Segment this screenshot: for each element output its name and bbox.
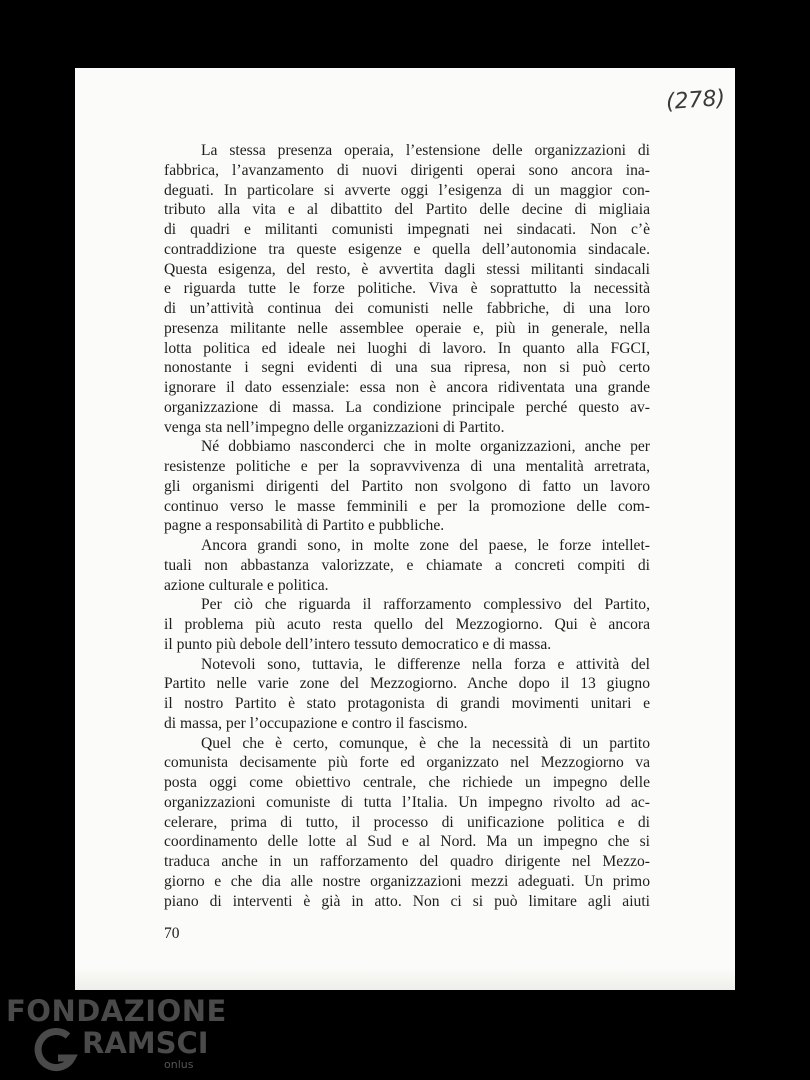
text-line: contraddizione tra queste esigenze e quella dell’autonomia sindacale. [164, 240, 650, 258]
text-line: deguati. In particolare si avverte oggi l’esigenza di un maggior con- [164, 181, 650, 199]
scanned-page [75, 68, 735, 990]
text-line: Notevoli sono, tuttavia, le differenze nella forza e attività del [201, 655, 650, 673]
text-line: giorno e che dia alle nostre organizzazioni mezzi adeguati. Un primo [164, 872, 650, 890]
text-line: Ancora grandi sono, in molte zone del paese, le forze intellet- [201, 537, 650, 554]
text-line: piano di interventi è già in atto. Non ci si può limitare agli aiuti [164, 892, 650, 910]
text-line: tuali non abbastanza valorizzate, e chiamate a concreti compiti di [164, 556, 650, 574]
paragraph [164, 734, 650, 912]
text-line: il punto più debole dell’intero tessuto democratico e di massa. [164, 635, 552, 653]
text-line: posta oggi come obiettivo centrale, che richiede un impegno delle [164, 774, 650, 791]
paragraph [164, 595, 650, 654]
text-line: Per ciò che riguarda il rafforzamento complessivo del Partito, [201, 596, 650, 614]
text-line: Quel che è certo, comunque, è che la necessità di un partito [201, 734, 650, 752]
text-line: organizzazioni comuniste di tutta l’Italia. Un impegno rivolto ad ac- [164, 793, 650, 811]
text-line: di quadri e militanti comunisti impegnati nei sindacati. Non c’è [164, 221, 650, 238]
text-line: di un’attività continua dei comunisti nelle fabbriche, di una loro [164, 300, 650, 317]
text-line: Questa esigenza, del resto, è avvertita dagli stessi militanti sindacali [164, 260, 650, 278]
page-bottom-edge [75, 968, 735, 990]
page-number: 70 [164, 925, 180, 942]
logo-line-1: FONDAZIONE [6, 994, 227, 1028]
paragraph [164, 655, 650, 734]
paragraph [164, 536, 650, 595]
logo-tagline: onlus [164, 1058, 194, 1071]
text-line: organizzazione di massa. La condizione principale perché questo av- [164, 398, 650, 416]
text-line: pagne a responsabilità di Partito e pubbliche. [164, 517, 445, 535]
text-line: comunista decisamente più forte ed organizzato nel Mezzogiorno va [164, 754, 650, 772]
text-line: gli organismi dirigenti del Partito non svolgono di fatto un lavoro [164, 477, 650, 495]
text-line: il nostro Partito è stato protagonista di grandi movimenti unitari e [164, 695, 650, 712]
text-line: presenza militante nelle assemblee operaie e, più in generale, nella [164, 319, 650, 337]
text-line: di massa, per l’occupazione e contro il fascismo. [164, 714, 468, 732]
text-line: resistenze politiche e per la sopravvivenza di una mentalità arretrata, [164, 458, 650, 475]
text-line: Né dobbiamo nasconderci che in molte organizzazioni, anche per [201, 438, 650, 456]
text-line: tributo alla vita e al dibattito del Partito delle decine di migliaia [164, 201, 650, 219]
paragraph [164, 437, 650, 536]
fondazione-gramsci-logo [2, 992, 227, 1078]
text-line: lotta politica ed ideale nei luoghi di lavoro. In quanto alla FGCI, [164, 339, 650, 357]
text-line: ignorare il dato essenziale: essa non è ancora ridiventata una grande [164, 379, 650, 396]
text-line: nonostante i segni evidenti di una sua ripresa, non si può certo [164, 359, 650, 377]
text-line: e riguarda tutte le forze politiche. Viva è soprattutto la necessità [164, 280, 650, 298]
text-line: traduca anche in un rafforzamento del quadro dirigente nel Mezzo- [164, 853, 650, 870]
text-line: coordinamento delle lotte al Sud e al Nord. Ma un impegno che si [164, 833, 650, 851]
text-line: continuo verso le masse femminili e per la promozione delle com- [164, 497, 650, 515]
text-line: celerare, prima di tutto, il processo di unificazione politica e di [164, 813, 650, 831]
paragraph [164, 141, 650, 437]
text-line: azione culturale e politica. [164, 576, 329, 594]
text-line: venga sta nell’impegno delle organizzazioni di Partito. [164, 418, 505, 436]
text-line: La stessa presenza operaia, l’estensione delle organizzazioni di [201, 142, 650, 159]
logo-g-mark [34, 1028, 78, 1072]
text-line: il problema più acuto resta quello del Mezzogiorno. Qui è ancora [164, 616, 650, 633]
text-line: Partito nelle varie zone del Mezzogiorno. Anche dopo il 13 giugno [164, 675, 650, 693]
text-line: fabbrica, l’avanzamento di nuovi dirigenti operai sono ancora ina- [164, 161, 650, 179]
logo-line-2: RAMSCI [82, 1026, 209, 1060]
archive-number-annotation: (278) [665, 85, 726, 116]
body-text [164, 141, 650, 911]
